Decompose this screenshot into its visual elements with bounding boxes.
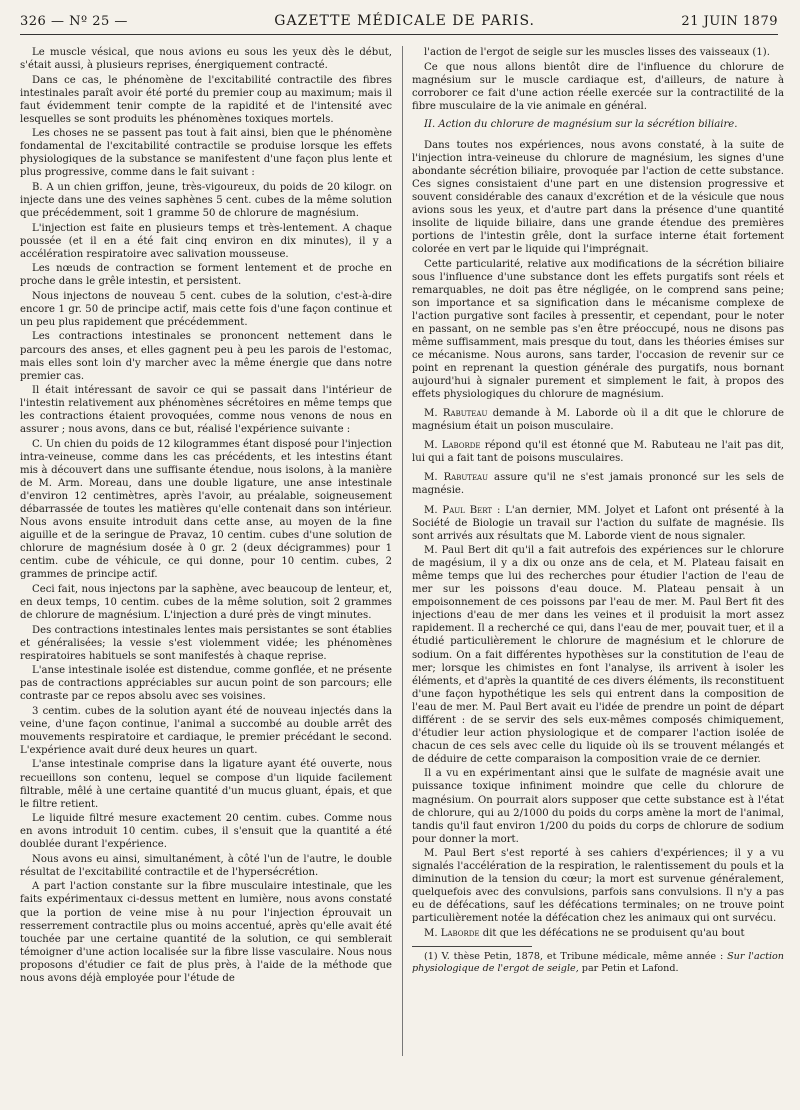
body-paragraph: Les contractions intestinales se prononcent nettement dans le parcours des anses, et elles gagnent peu à peu les parois de l'estomac, mais elles sont loin d'y marcher avec la même énergie que dans notre premier cas.: [20, 331, 392, 382]
discussion-paragraph: [412, 407, 784, 433]
body-paragraph: C. Un chien du poids de 12 kilogrammes étant disposé pour l'injection intra-veineuse, comme dans les cas précédents, et les intestins étant mis à découvert dans une suffisante étendue, nous isolons, à la manière de M. Arm. Moreau, dans une double ligature, une anse intestinale d'environ 12 centimètres, après l'avoir, au préalable, soigneusement débarrassée de toutes les matières qu'elle contenait dans son intérieur. Nous avons ensuite introduit dans cette anse, au moyen de la fine aiguille et de la seringue de Pravaz, 10 centim. cubes d'une solution de chlorure de magnésium dosée à 0 gr. 2 (deux décigrammes) pour 1 centim. cube de véhicule, ce qui donne, pour 10 centim. cubes, 2 grammes de principe actif.: [20, 438, 393, 581]
speaker-text: assure qu'il ne s'est jamais prononcé sur les sels de magnésie.: [412, 472, 784, 497]
body-paragraph: 3 centim. cubes de la solution ayant été de nouveau injectés dans la veine, d'une façon continue, l'animal a succombé au double arrêt des mouvements respiratoire et cardiaque, le premier précédant le second. L'expérience avait duré deux heures un quart.: [20, 705, 392, 756]
body-paragraph: Cette particularité, relative aux modifications de la sécrétion biliaire sous l'influence d'une substance dont les effets purgatifs sont réels et remarquables, ne doit pas être négligée, on le comprend sans peine; son importance et sa signification dans le mécanisme complexe de l'action purgative sont faciles à pressentir, et cependant, pour le noter en passant, on ne semble pas s'en être préoccupé, nous ne disons pas même suffisamment, mais presque du tout, dans les théories émises sur ce mécanisme. Nous aurons, sans tarder, l'occasion de revenir sur ce point en reprenant la question générale des purgatifs, nous bornant aujourd'hui à signaler purement et simplement le fait, à propos des effets physiologiques du chlorure de magnésium.: [412, 258, 784, 401]
column-divider: [402, 46, 403, 1056]
discussion-paragraph: [412, 439, 784, 465]
body-paragraph: Il a vu en expérimentant ainsi que le sulfate de magnésie avait une puissance toxique infiniment moindre que celle du chlorure de magnésium. On pourrait alors supposer que cette substance est à l'état de chlorure, qui au 2/1000 du poids du corps amène la mort de l'animal, tandis qu'il faut environ 1/200 du poids du corps de chlorure de sodium pour donner la mort.: [412, 768, 784, 845]
body-paragraph: Nous avons eu ainsi, simultanément, à côté l'un de l'autre, le double résultat de l'excitabilité contractile et de l'hypersécrétion.: [20, 853, 392, 878]
speaker-text: répond qu'il est étonné que M. Rabuteau ne l'ait pas dit, lui qui a fait tant de poisons musculaires.: [412, 440, 784, 465]
speaker-text: demande à M. Laborde où il a dit que le chlorure de magnésium était un poison musculaire.: [412, 408, 785, 433]
body-paragraph: A part l'action constante sur la fibre musculaire intestinale, que les faits expérimentaux ci-dessus mettent en lumière, nous avons constaté que la portion de veine mise à nu pour l'injection éprouvait un resserrement contractile plus ou moins accentué, après qu'elle avait été touchée par une certaine quantité de la solution, ce qui semblerait témoigner d'une action localisée sur la fibre lisse vasculaire. Nous nous proposons d'étudier ce fait de plus près, à l'aide de la méthode que nous avons déjà employée pour l'étude de: [20, 881, 392, 984]
body-paragraph: Il était intéressant de savoir ce qui se passait dans l'intérieur de l'intestin relativement aux phénomènes sécrétoires en même temps que les contractions étaient provoquées, comme nous venons de nous en assurer ; nous avons, dans ce but, réalisé l'expérience suivante :: [20, 385, 392, 436]
speaker-text: : L'an dernier, MM. Jolyet et Lafont ont présenté à la Société de Biologie un travail sur l'action du sulfate de magnésie. Ils sont arrivés aux résultats que M. Laborde vient de nous signaler.: [412, 504, 784, 542]
body-paragraph: Dans toutes nos expériences, nous avons constaté, à la suite de l'injection intra-veineuse du chlorure de magnésium, les signes d'une abondante sécrétion biliaire, provoquée par l'action de cette substance. Ces signes consistaient d'une part en une distension progressive et souvent considérable des canaux d'excrétion et de la vésicule que nous avions sous les yeux, et d'autre part dans la présence d'une quantité insolite de liquide biliaire, dans une grande étendue des premières portions de l'intestin grêle, dont la surface interne était fortement colorée en vert par le liquide qui l'imprégnait.: [412, 139, 784, 256]
body-paragraph: L'anse intestinale comprise dans la ligature ayant été ouverte, nous recueillons son contenu, lequel se compose d'un liquide facilement filtrable, mêlé à une certaine quantité d'un mucus gluant, épais, et que le filtre retient.: [20, 759, 392, 810]
body-paragraph: M. Paul Bert s'est reporté à ses cahiers d'expériences; il y a vu signalés l'accélération de la respiration, le ralentissement du pouls et la diminution de la tension du cœur; la mort est survenue généralement, quelquefois avec des convulsions, parfois sans convulsions. Il n'y a pas eu de défécations, sauf les défécations terminales; on ne trouve point particulièrement notée la défécation chez les animaux qui ont survécu.: [412, 848, 784, 925]
journal-title: GAZETTE MÉDICALE DE PARIS.: [274, 13, 535, 29]
discussion-paragraph: [412, 504, 784, 543]
body-paragraph: Dans ce cas, le phénomène de l'excitabilité contractile des fibres intestinales paraît avoir été porté du premier coup au maximum; mais il faut évidemment tenir compte de la rapidité et de l'intensité avec lesquelles se sont produits les phénomènes toxiques mortels.: [20, 74, 392, 125]
speaker-name: M. Laborde: [424, 928, 480, 939]
section-title: II. Action du chlorure de magnésium sur la sécrétion biliaire.: [424, 118, 738, 130]
speaker-name: M. Paul Bert: [424, 504, 493, 516]
page-number: 326 — Nº 25 —: [20, 13, 128, 29]
left-column: [20, 46, 392, 986]
discussion-paragraph: [412, 471, 784, 497]
body-paragraph: L'injection est faite en plusieurs temps et très-lentement. A chaque poussée (et il en a été fait cinq environ en dix minutes), il y a accélération respiratoire avec salivation mousseuse.: [20, 222, 392, 260]
body-paragraph: Ceci fait, nous injectons par la saphène, avec beaucoup de lenteur, et, en deux temps, 10 centim. cubes de la même solution, soit 2 grammes de chlorure de magnésium. L'injection a duré près de vingt minutes.: [20, 583, 392, 621]
body-paragraph: Des contractions intestinales lentes mais persistantes se sont établies et généralisées; la vessie s'est violemment vidée; les phénomènes respiratoires habituels se sont manifestés à chaque reprise.: [20, 624, 392, 662]
body-paragraph: Les nœuds de contraction se forment lentement et de proche en proche dans le grêle intestin, et persistent.: [20, 263, 392, 288]
footnote-title: Sur l'action physiologique de l'ergot de seigle,: [412, 951, 784, 975]
footnote: [412, 951, 784, 975]
speaker-text: dit que les défécations ne se produisent qu'au bout: [479, 928, 745, 939]
body-paragraph: Les choses ne se passent pas tout à fait ainsi, bien que le phénomène fondamental de l'excitabilité contractile se produise lorsque les effets physiologiques de la substance se manifestent d'une façon plus lente et plus progressive, comme dans le fait suivant :: [20, 128, 392, 179]
page-header: [20, 8, 778, 35]
issue-date: 21 JUIN 1879: [681, 13, 778, 29]
footnote-suffix: par Petin et Lafond.: [578, 963, 679, 975]
footnote-prefix: (1) V. thèse Petin, 1878, et Tribune médicale, même année :: [424, 951, 724, 963]
right-column: [412, 46, 784, 975]
body-paragraph: Le muscle vésical, que nous avions eu sous les yeux dès le début, s'était aussi, à plusieurs reprises, énergiquement contracté.: [20, 47, 392, 72]
body-paragraph: Ce que nous allons bientôt dire de l'influence du chlorure de magnésium sur le muscle cardiaque est, d'ailleurs, de nature à corroborer ce fait d'une action réelle exercée sur la contractilité de la fibre musculaire de la vie animale en général.: [412, 61, 784, 112]
body-paragraph: L'anse intestinale isolée est distendue, comme gonflée, et ne présente pas de contractions appréciables sur aucun point de son parcours; elle contraste par ce repos absolu avec ses voisines.: [20, 665, 392, 703]
speaker-name: M. Laborde: [424, 440, 481, 452]
body-paragraph: l'action de l'ergot de seigle sur les muscles lisses des vaisseaux (1).: [424, 47, 770, 58]
body-paragraph: Le liquide filtré mesure exactement 20 centim. cubes. Comme nous en avons introduit 10 centim. cubes, il s'ensuit que la quantité a été doublée durant l'expérience.: [20, 813, 392, 851]
body-paragraph: M. Paul Bert dit qu'il a fait autrefois des expériences sur le chlorure de magésium, il y a dix ou onze ans de cela, et M. Plateau faisait en même temps que lui des recherches pour étudier l'action de l'eau de mer sur les poissons d'eau douce. M. Plateau pensait à un empoisonnement de ces poissons par l'eau de mer. M. Paul Bert fit des injections d'eau de mer dans les veines et il produisit la mort assez rapidement. Il a recherché ce qui, dans l'eau de mer, pouvait tuer, et il a étudié particulièrement le chlorure de magnésium et le chlorure de sodium. On a fait différentes hypothèses sur la constitution de l'eau de mer; lorsque les chimistes en font l'analyse, ils arrivent à isoler les éléments, et d'après la quantité de ces divers éléments, ils reconstituent d'une façon hypothétique les sels qui entrent dans la composition de l'eau de mer. M. Paul Bert avait eu l'idée de prendre un point de départ différent : de se servir des sels eux-mêmes composés chimiquement, d'étudier leur action physiologique et de comparer l'action isolée de chacun de ces sels avec celle du liquide où ils se trouvent mélangés et de déduire de cette comparaison la composition vraie de ce dernier.: [412, 545, 785, 765]
body-paragraph: Nous injectons de nouveau 5 cent. cubes de la solution, c'est-à-dire encore 1 gr. 50 de principe actif, mais cette fois d'une façon continue et un peu plus rapidement que précédemment.: [20, 290, 392, 328]
discussion-paragraph: [412, 927, 784, 940]
footnote-rule: [412, 946, 532, 947]
speaker-name: M. Rabuteau: [424, 472, 489, 484]
speaker-name: M. Rabuteau: [424, 408, 488, 420]
body-paragraph: B. A un chien griffon, jeune, très-vigoureux, du poids de 20 kilogr. on injecte dans une des veines saphènes 5 cent. cubes de la même solution que précédemment, soit 1 gramme 50 de chlorure de magnésium.: [20, 181, 392, 220]
